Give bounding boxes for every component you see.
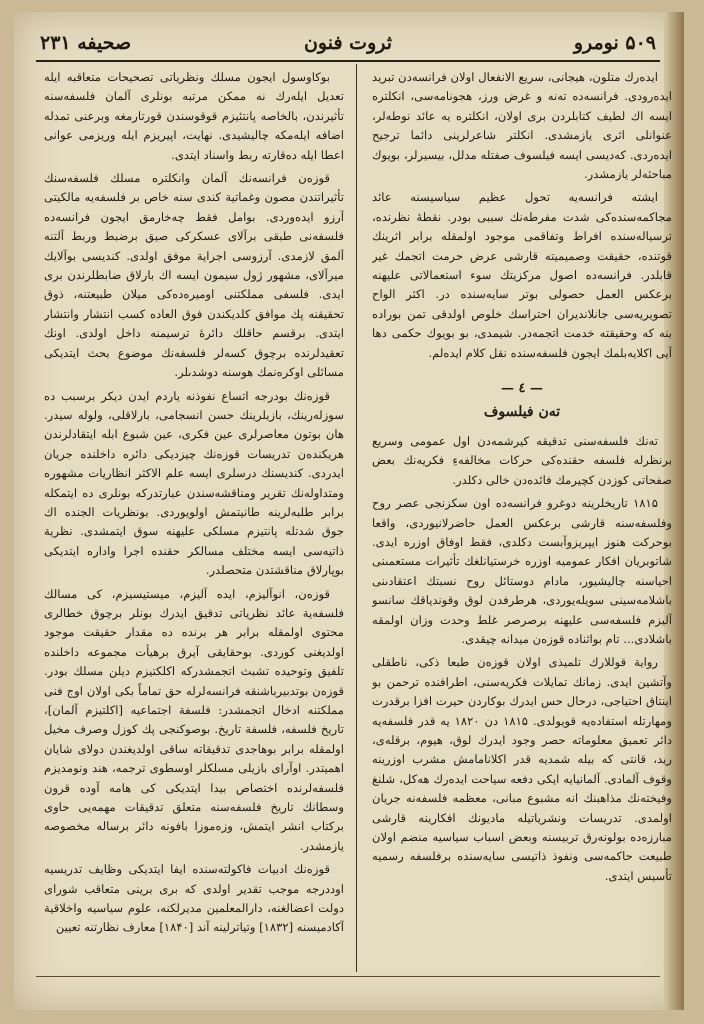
paragraph: ايشتە فرانسەيە تحول عظيم سياسيسنە عائد مجاكمەسندەكى شدت مفرطەنك سببى بودر. نقطۀ نظرندە، ترسيالەسندە افراط وتفاقمى موجود اولمقلە برابر اثرينك قوتندە، حقيقت وصميميتە قارشى عرض حرمت اتجمك غير قابلدر. فرانسەدە اصول مركزيتك سوء استعمالاتى عليهنە برعكس العمل حصولى بوتر سايەسندە در. اكثر الواح تصويريەسى جانلانديران احتراسك خلوص اولدقى تمن بورادە بنە كە وحقيقتە خدمت اتجمەدر. شيمدى، بو بويوك حكمى دها آيى اكلايەبلمك ايجون فلسفەسندە نقل كلام ايدەلم. (372, 190, 672, 360)
journal-title: ثروت فنون (303, 32, 393, 54)
issue-label: ۵۰۹ نومرو (573, 32, 656, 54)
column-divider (356, 64, 357, 972)
paragraph: ۱۸۱۵ تاريخلرينە دوغرو فرانسەدە اون سكزنجى عصر روح وفلسفەسنە قارشى برعكس العمل حاضرلانيوردى، واقعا بوحركت هنوز ايپريزوآبست دكلدى، فقط اوفاق اوزرە ايدى. شاتوبريان افكار عموميە اوزرە خرستيانلغك تأثيرات مستعمىنى احياسنە چاليشيور، مادام دوستائل روح نسبتك اعتقادىنى باشلامەسينى سويلەيوردى، هرطرفدن لوق وقوندياقك سانسو آليزم فلسفەسى عليهنە برصرصر غلط وحدت وزان اولمقە باشلادى... تام بواثنادە قوزەن ميدانە چيقدى. (372, 496, 672, 646)
page-header (36, 30, 660, 62)
paragraph: رواية قوللارك تلميذى اولان قوزەن طبعا ذكى، ناطقلى وآتشين ايدى. زمانك تمايلات فكريەسنى، اطرافندە ترحمن بو اينتاق احتياجى، درحال حس ايدرك بوكاردن حيرت افزا برقدرت ومهارتلە استفادەيە قويولدى. ۱۸۱۵ دن ۱۸۲۰ يە قدر فلسفەيە دائر تعميق معلوماتە حصر وجود ايدرك لوق، هيوم، برقلەى، ريد، قانتى كه بيله شمديە قدر اكلانامامش مشرب اوزرينە وقوف آلمادى. آلمانيايە ايكى دفعە سياحت ايدەرك هەكل، شلنغ وفيختەنك مذاهبنك انە مشبوع مبانى، معظمە فلسفەنە جريان اولمدى. تدريسات ونشرياتيلە ماديونك افكارينە قارشى مبارزەدە بولونەرق تربيسنە وبعض اسباب سياسيە منضم اولان طبيعت حاكمەسى ونفوذ ذاتيسى سايەسندە برفلسفە رسميە تأسيس ايتدى. (372, 655, 672, 883)
left-column (44, 68, 344, 968)
section-number: — ٤ — (500, 381, 544, 397)
newspaper-page (14, 12, 684, 1010)
paragraph: ايدەرك متلون، هيجانى، سريع الانفعال اولان فرانسەدن تبريد ايدەرودى. فرانسەدە تەنە و غرض ورز، هجونامەسى، انكلتره ايسە اك لطيف كتابلردن برى اولان، انكلتره يە عائد نوطەلر، عنوانلى اثرى يازمشدى. انكلتر شاعرلرينى دائما ترجيح ايدەردى. كەديسى ايسە فيلسوف صفتلە مدلل، بيسيرلر، بويوك مباحثەلر يازمشدر. (372, 70, 672, 182)
paragraph: قوزەنك ادبيات فاكولتەسندە ايفا ايتديكى وظايف تدريسيە اوددرجە موجب تقدير اولدى كە برى برينى متعاقب شوراى دولت اعضالغنە، دارالمعلمين مديرلكنە، علوم سياسيە واخلاقية آكادميسنە [۱۸۳۲] وتياترلينە آند [۱۸۴۰] معارف نظارتنە تعيين (44, 862, 344, 935)
bottom-rule (36, 976, 660, 977)
right-column (372, 68, 672, 968)
section-title: تەن فيلسوف (483, 403, 561, 420)
paragraph: قوزەن فرانسەنك آلمان وانكلترە مسلك فلسفەسنك تأثيراتندن مصون وغماتية كندى سنە خاص بر فلسفەيە مالكيتى آرزو ايدەوردى. بوامل فقط چەخارمق ايجون فرانسەدە فلسفەنى طبقى برآلاى عسكركى صيق برضبط وربط آلتنە آلمق لازمدى. آرزوسى اجراية موفق اولدى. كنديسى بوآلايك ميرآلاى، مشهور ژول سيمون ايسە اك بارلاق ضابطلرندن برى ايدى. فلسفى مملكتنى اوميرەدەكى ميلان طبيعتنە، ذوق تحقيقنە پك موافق كلديكندن فوق العادە كسب انتشار وانتشار ايتدى. برقسم حاقلك دائرۀ ترسيمنە داخل اولدى. اونك تعقيدلرندە برچوق كسەلر فلسفەنك موضوع بحث ايتديكى مسائلى اوكرەنمك هوسنە دوشدىلر. (44, 171, 344, 380)
paragraph: قوزەن، انوآليزم، ايدە آليزم، ميستيسيزم، كى مسالك فلسفەية عائد نظرياتى تدقيق ايدرك بونلر برچوق خطالرى محتوى اولمقلە برابر هر برنده دە مقدار حقيقت موجود اولديغنى كوردى. بوحقايقى آيرق برهيأت مجموعە داخلندە تلفيق وتوحيدە تشبث اتجمشدركە اكلكتيزم ديلن مسلك بودر. قوزەن بوتدبيرباشنقە فرانسەلرلە حق تماماً بكى اولان اوج فنى مملكتنە ادخال اتجمشدر: فلسفة اجتماعيه [اكلتيزم آلمان]، تاريخ فلسفه، فلسفة تاريخ. بوصوكنجى پك كوزل وصرف مخيل اولمقلە برابر بوهاجدى تدقيقاتە ساقى اولديغندن دولاى شايان اهميتدر. اوآراى بازيلى مسلكلر اوسطوى ترجمە، هند ونومديزم فلسفەلرندە اختصاص بيدا ايتديكى كى هامە آوده قرون وسطانك تاريخ فلسفەسنە متعلق تدقيقات مهمەيى حاوى بركتاب انشر ايتمش، وزەموزا بافونە دائر برسالە مخصوصە يازمشدر. (44, 586, 344, 853)
paragraph: بوكاوسول ايجون مسلك ونظرياتى تصحيحات متعاقبە ايلە تعديل ايلەرك نه ممكن مرتبە بونلرى آلمان فلسفەسنە تأثيرندن، بالخاصه پانتئيزم قوقوسندن قورتارمغە وبرعنى تمدلە اضافە ايلەمكە چاليشيدى. نهايت، اپيريزم ايله وريزمى عوانى اعطا ايله دەقارتە ربط واسناد ايتدى. (44, 70, 344, 162)
paragraph: قوزەنك بودرجە اتساع نفوذنە ياردم ايدن ديكر برسبب دە سوزلەرينك، بازيلرينك حسن انسجامى، بارلاقلى، ولوله سيدر. هان بوتون معاصرلرى عين فكرى، عين شبوع ابلە ايتقادلرندن هريكندەن تدريسات قوزەنك چيزديكى دائرە داخلندە جريان ايدردى. كنديسنك درسلرى ايسە علم الاكثر انظاريات مشهورە ومتداولەنك تقرير ومناقشەسندن عبارتدركە بونلرى دە ايتمكلە برابر طلبەلرينە طانيتمش اولويوردى. بونظريات الجندە اك جوق شدتلە پانتيزم مسلكى عليهنە سوق ايتمشدى. نظرية ذاتيەسى ايسە مختلف مسالكر حقندە اجرا وادارە ايتديكى بوپارلاق مناقشتدن متحصلدر. (44, 388, 344, 578)
paragraph: تەنك فلسفەسنى تدقيقە كيرشمەدن اول عمومى وسريع برنظرلە فلسفە حقندەكى حركات مخالفەءِ فكريەنك بعض صفحاتى كوزدن كچيرمك فائدەدن خالى دكلدر. (372, 433, 672, 487)
page-label: صحيفه ۲۳۱ (40, 32, 132, 54)
